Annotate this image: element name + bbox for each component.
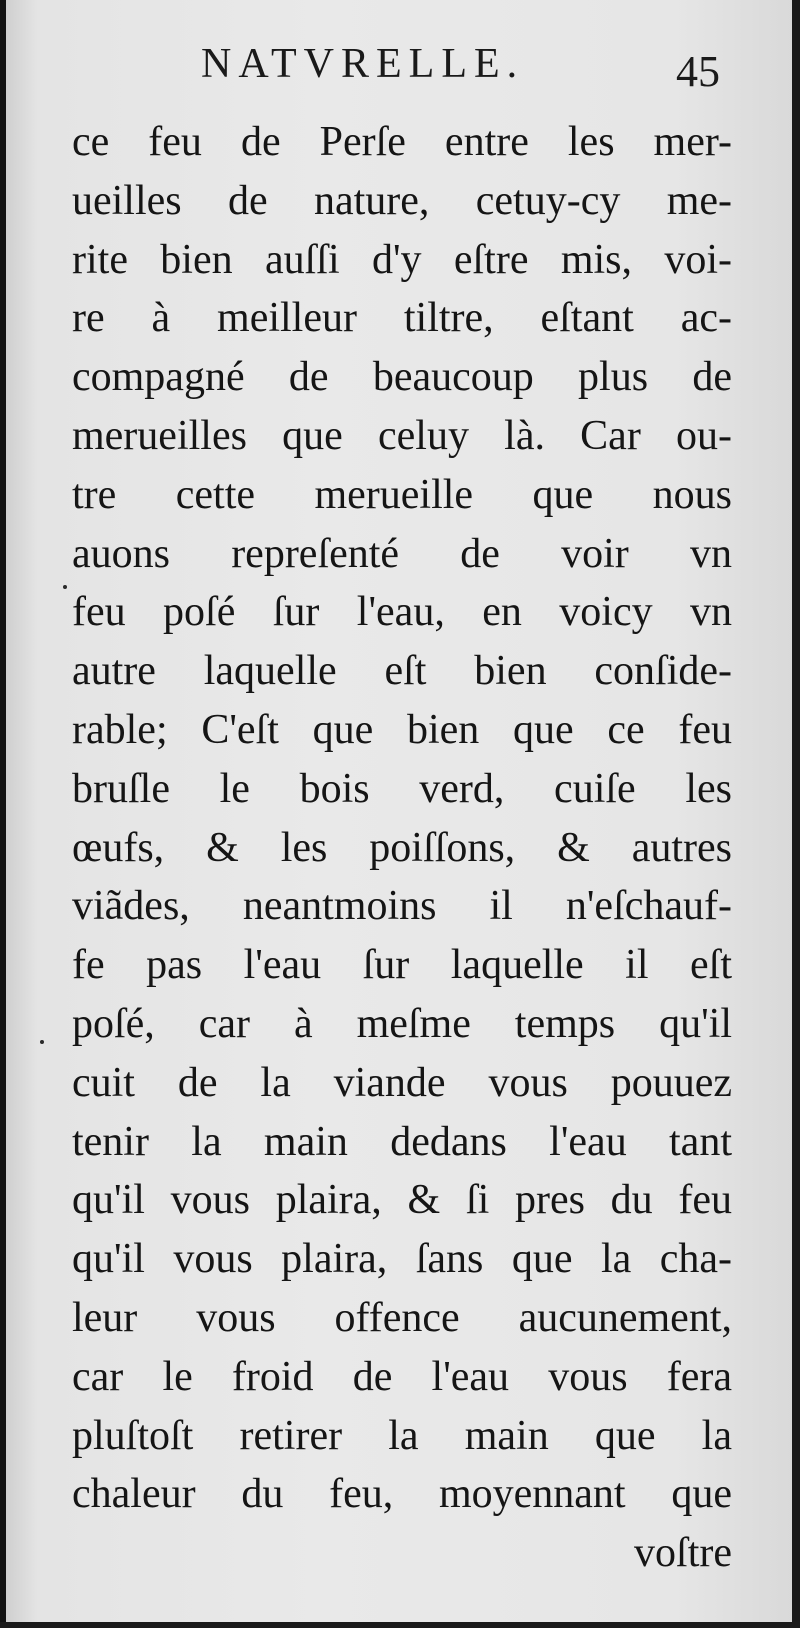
text-line: compagné de beaucoup plus de bbox=[72, 354, 732, 401]
text-line: tenir la main dedans l'eau tant bbox=[72, 1118, 732, 1165]
text-line: qu'il vous plaira, & ſi pres du feu bbox=[72, 1177, 732, 1224]
text-line: car le froid de l'eau vous fera bbox=[72, 1353, 732, 1400]
text-line: bruſle le bois verd, cuiſe les bbox=[72, 765, 732, 812]
text-line: rable; C'eſt que bien que ce feu bbox=[72, 706, 732, 753]
catchword: voſtre bbox=[634, 1530, 732, 1577]
text-line: pluſtoſt retirer la main que la bbox=[72, 1412, 732, 1459]
text-line: rite bien auſſi d'y eſtre mis, voi- bbox=[72, 236, 732, 283]
text-line: fe pas l'eau ſur laquelle il eſt bbox=[72, 942, 732, 989]
text-line: auons repreſenté de voir vn bbox=[72, 530, 732, 577]
text-line: qu'il vous plaira, ſans que la cha- bbox=[72, 1236, 732, 1283]
page-number: 45 bbox=[676, 47, 720, 96]
text-line: feu poſé ſur l'eau, en voicy vn bbox=[72, 589, 732, 636]
page-header bbox=[6, 40, 792, 100]
ink-speck bbox=[63, 585, 67, 589]
body-text bbox=[72, 113, 732, 1583]
scan-border-bottom bbox=[0, 1622, 800, 1628]
running-head: NATVRELLE. bbox=[201, 41, 525, 87]
text-line: merueilles que celuy là. Car ou- bbox=[72, 412, 732, 459]
text-line: tre cette merueille que nous bbox=[72, 471, 732, 518]
scan-border-right bbox=[792, 0, 800, 1628]
text-line: cuit de la viande vous pouuez bbox=[72, 1059, 732, 1106]
text-line: ueilles de nature, cetuy-cy me- bbox=[72, 177, 732, 224]
text-line: ce feu de Perſe entre les mer- bbox=[72, 119, 732, 165]
ink-speck bbox=[40, 1040, 44, 1044]
text-line: œufs, & les poiſſons, & autres bbox=[72, 824, 732, 871]
text-line: leur vous offence aucunement, bbox=[72, 1294, 732, 1341]
text-line: viãdes, neantmoins il n'eſchauf- bbox=[72, 883, 732, 930]
text-line: autre laquelle eſt bien conſide- bbox=[72, 648, 732, 695]
text-line: chaleur du feu, moyennant que bbox=[72, 1471, 732, 1518]
text-line: re à meilleur tiltre, eſtant ac- bbox=[72, 295, 732, 342]
text-line: poſé, car à meſme temps qu'il bbox=[72, 1000, 732, 1047]
book-page bbox=[6, 0, 792, 1622]
